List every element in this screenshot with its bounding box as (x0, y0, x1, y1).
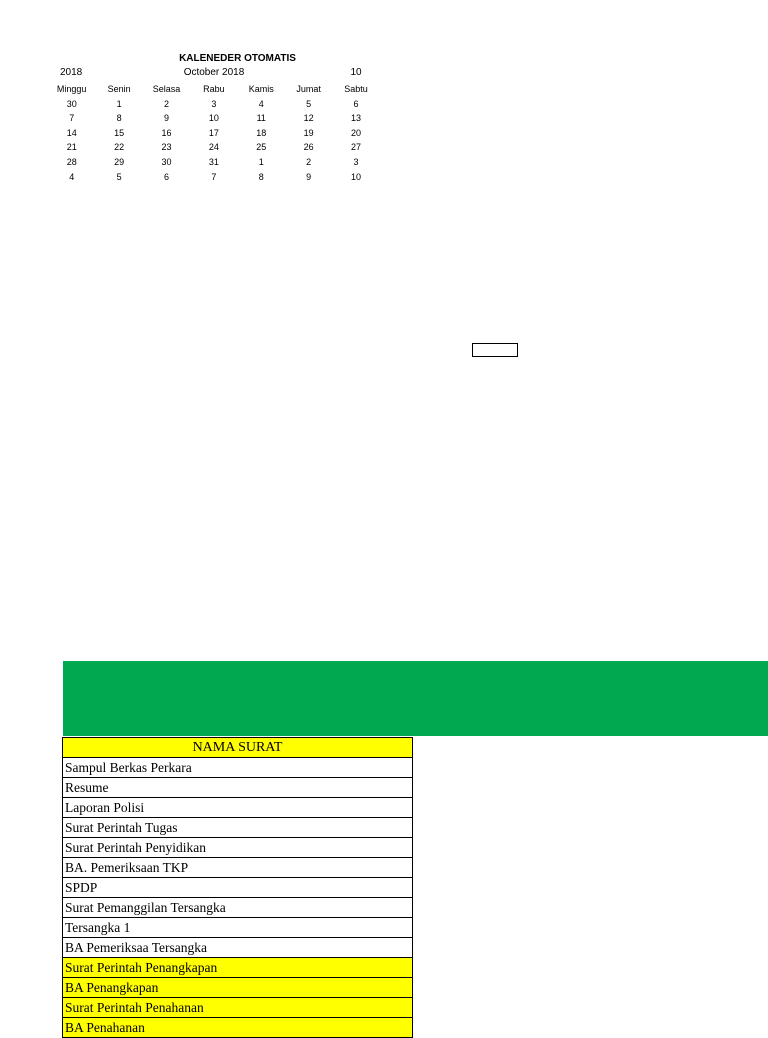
calendar-day: 4 (69, 171, 75, 182)
calendar-day: 2 (306, 156, 312, 167)
calendar-day: 29 (114, 156, 125, 167)
calendar-day: 8 (258, 171, 264, 182)
calendar-month-number: 10 (350, 67, 362, 78)
calendar-day: 6 (353, 98, 359, 109)
calendar-day: 21 (66, 142, 77, 153)
calendar-day: 23 (161, 142, 172, 153)
calendar-day: 26 (303, 142, 314, 153)
calendar-day: 4 (258, 98, 264, 109)
calendar-day: 17 (208, 127, 219, 138)
weekday-label: Minggu (56, 84, 87, 94)
calendar-day: 10 (208, 113, 219, 124)
table-row[interactable]: SPDP (63, 878, 412, 898)
table-row[interactable]: BA Penangkapan (63, 978, 412, 998)
calendar-day: 10 (351, 171, 362, 182)
table-row[interactable]: BA Penahanan (63, 1018, 412, 1038)
calendar-day: 27 (351, 142, 362, 153)
calendar-day: 20 (351, 127, 362, 138)
calendar-day: 3 (353, 156, 359, 167)
calendar-day: 30 (161, 156, 172, 167)
calendar-day: 14 (66, 127, 77, 138)
green-banner (63, 661, 768, 736)
calendar-day: 25 (256, 142, 267, 153)
calendar-day: 5 (116, 171, 122, 182)
table-row[interactable]: Resume (63, 778, 412, 798)
calendar-day: 1 (258, 156, 264, 167)
weekday-label: Kamis (248, 84, 274, 94)
calendar-day: 9 (163, 113, 169, 124)
calendar-day: 2 (163, 98, 169, 109)
calendar-day: 6 (163, 171, 169, 182)
weekday-label: Senin (107, 84, 131, 94)
table-row[interactable]: BA. Pemeriksaan TKP (63, 858, 412, 878)
table-header: NAMA SURAT (63, 738, 412, 758)
weekday-label: Rabu (203, 84, 225, 94)
table-row[interactable]: Surat Perintah Penahanan (63, 998, 412, 1018)
calendar-day: 8 (116, 113, 122, 124)
weekday-label: Selasa (152, 84, 181, 94)
table-row[interactable]: Sampul Berkas Perkara (63, 758, 412, 778)
calendar-day: 24 (208, 142, 219, 153)
table-row[interactable]: Laporan Polisi (63, 798, 412, 818)
calendar-day: 15 (114, 127, 125, 138)
calendar-day: 13 (351, 113, 362, 124)
calendar-day: 22 (114, 142, 125, 153)
calendar-day: 28 (66, 156, 77, 167)
calendar-day: 9 (306, 171, 312, 182)
calendar-day: 11 (256, 113, 266, 124)
table-row[interactable]: Surat Perintah Tugas (63, 818, 412, 838)
weekday-label: Jumat (296, 84, 321, 94)
table-row[interactable]: Surat Perintah Penyidikan (63, 838, 412, 858)
calendar-day: 18 (256, 127, 267, 138)
calendar-title: KALENEDER OTOMATIS (179, 53, 296, 64)
calendar-day: 19 (303, 127, 314, 138)
nama-surat-table (62, 737, 413, 1038)
selected-cell[interactable] (472, 343, 518, 357)
calendar-day: 12 (303, 113, 314, 124)
calendar-month: October 2018 (183, 67, 245, 78)
calendar-day: 3 (211, 98, 217, 109)
calendar-day: 7 (211, 171, 217, 182)
calendar-grid (48, 82, 380, 184)
calendar-day: 1 (116, 98, 122, 109)
calendar-day: 7 (69, 113, 75, 124)
calendar-day: 16 (161, 127, 172, 138)
table-row[interactable]: Surat Perintah Penangkapan (63, 958, 412, 978)
calendar-day: 30 (66, 98, 77, 109)
calendar-year: 2018 (60, 67, 83, 78)
weekday-label: Sabtu (344, 84, 368, 94)
table-row[interactable]: BA Pemeriksaa Tersangka (63, 938, 412, 958)
calendar-day: 5 (306, 98, 312, 109)
table-row[interactable]: Tersangka 1 (63, 918, 412, 938)
table-row[interactable]: Surat Pemanggilan Tersangka (63, 898, 412, 918)
calendar-day: 31 (208, 156, 219, 167)
